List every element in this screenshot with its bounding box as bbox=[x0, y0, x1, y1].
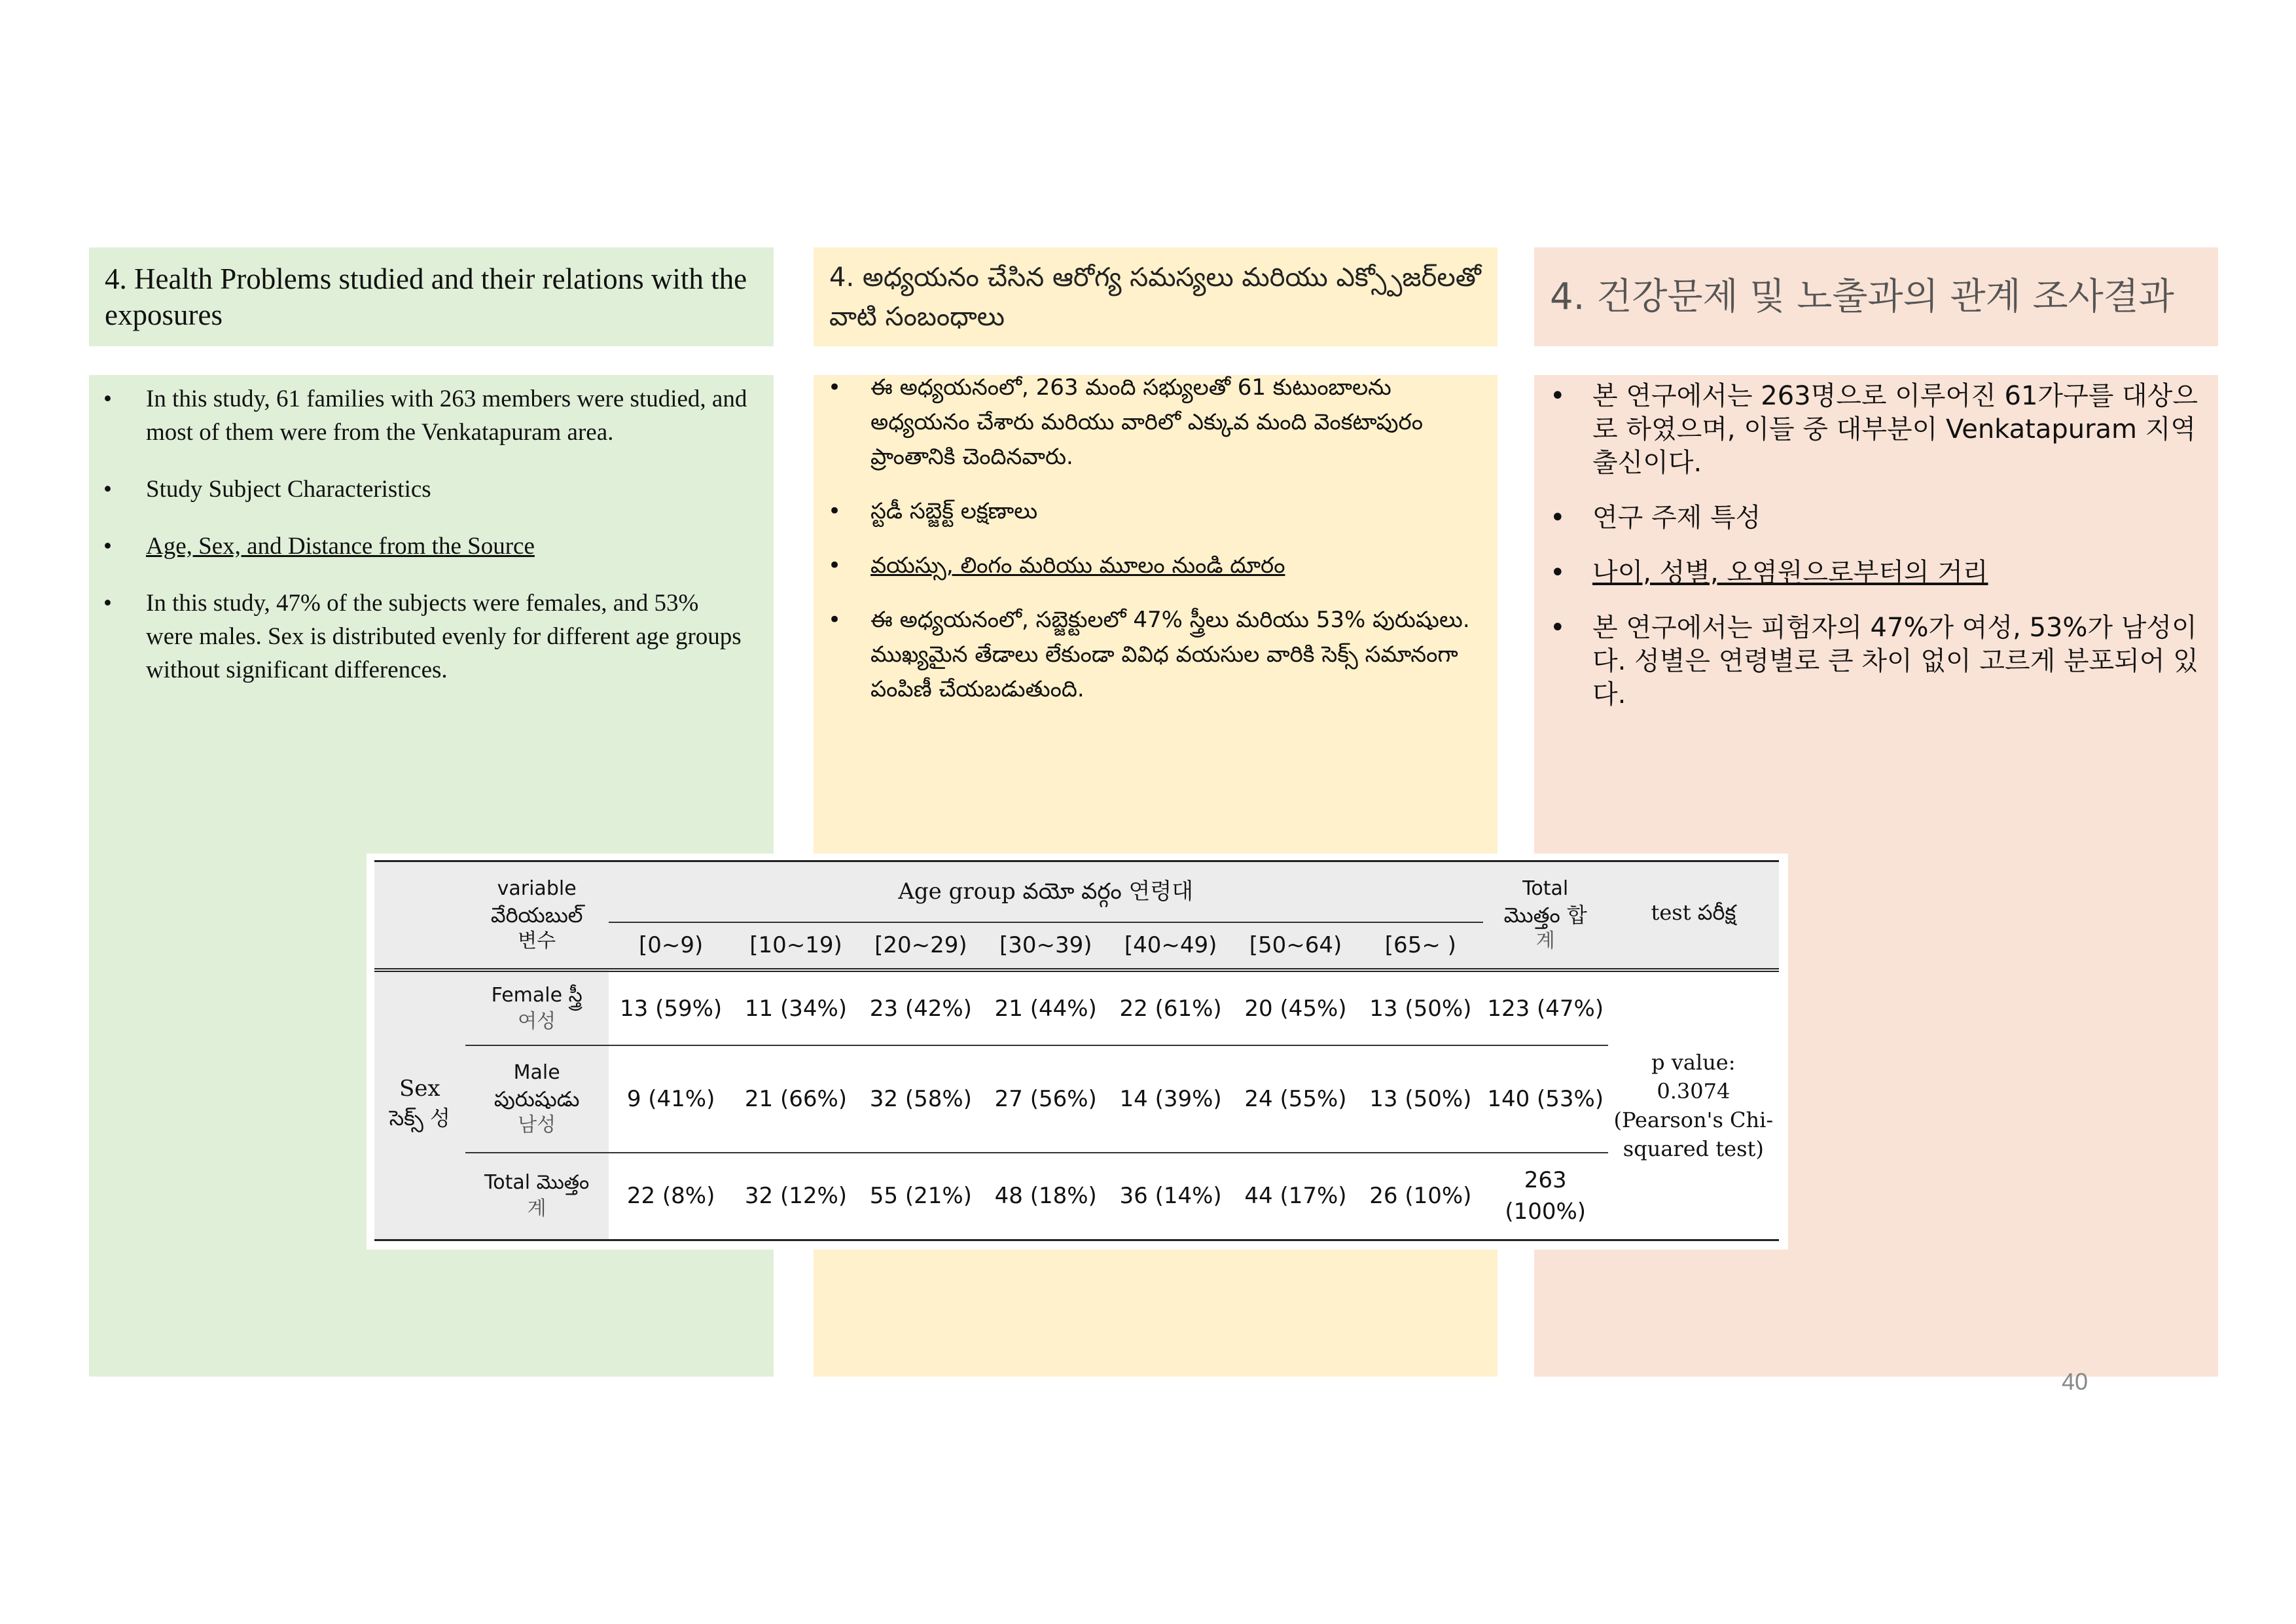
table-cell: 22 (61%) bbox=[1108, 970, 1233, 1046]
total-label-en-te: Total మొత్తం bbox=[484, 1171, 590, 1195]
male-label-te: పురుషుడు bbox=[493, 1087, 580, 1112]
list-item: • In this study, 47% of the subjects were females, and 53% were males. Sex is distributed evenly for different age groups without significant differences. bbox=[103, 586, 751, 687]
test-name-1: (Pearson's Chi- bbox=[1613, 1107, 1774, 1132]
table-cell: 20 (45%) bbox=[1233, 970, 1358, 1046]
sex-row-label bbox=[374, 970, 465, 1240]
total-label-ko: 계 bbox=[527, 1197, 547, 1221]
variable-header-ko: 변수 bbox=[518, 929, 556, 952]
test-name-2: squared test) bbox=[1623, 1136, 1764, 1161]
table-cell: 23 (42%) bbox=[858, 970, 983, 1046]
p-value: p value: 0.3074 bbox=[1651, 1049, 1736, 1104]
list-item bbox=[103, 530, 751, 563]
table-cell: 22 (8%) bbox=[609, 1153, 734, 1240]
list-item: • 본 연구에서는 피험자의 47%가 여성, 53%가 남성이다. 성별은 연령별로 큰 차이 없이 고르게 분포되어 있다. bbox=[1550, 611, 2204, 712]
table-cell: 13 (50%) bbox=[1358, 970, 1483, 1046]
underlined-subheading: వయస్సు, లింగం మరియు మూలం నుండి దూరం bbox=[870, 552, 1285, 579]
english-bullet-list bbox=[103, 382, 751, 710]
telugu-column-title bbox=[814, 247, 1498, 346]
female-label-ko: 여성 bbox=[518, 1009, 556, 1033]
list-item bbox=[1550, 556, 2204, 590]
page-number: 40 bbox=[2062, 1368, 2089, 1395]
sex-label-en: Sex bbox=[399, 1075, 440, 1102]
list-item: • ఈ అధ్యయనంలో, సబ్జెక్టులలో 47% స్త్రీలు మరియు 53% పురుషులు. ముఖ్యమైన తేడాలు లేకుండా వివిధ వయసుల వారికి సెక్స్ సమానంగా పంపిణీ చేయబడుతుంది. bbox=[828, 603, 1489, 707]
sex-label-te-ko: సెక్స్ 성 bbox=[389, 1105, 450, 1130]
korean-title-text: 4. 건강문제 및 노출과의 관계 조사결과 bbox=[1550, 275, 2174, 318]
table-cell: 32 (58%) bbox=[858, 1045, 983, 1152]
age-group-label: [20~29) bbox=[858, 922, 983, 970]
grand-total-cell bbox=[1483, 1153, 1608, 1240]
list-item: • 연구 주제 특성 bbox=[1550, 501, 2204, 535]
table-cell: 55 (21%) bbox=[858, 1153, 983, 1240]
male-row-label bbox=[465, 1045, 609, 1152]
grand-total-percent: (100%) bbox=[1505, 1199, 1587, 1225]
table-cell: 13 (59%) bbox=[609, 970, 734, 1046]
korean-bullet-list bbox=[1550, 380, 2204, 733]
table-cell: 21 (66%) bbox=[734, 1045, 859, 1152]
variable-header bbox=[465, 861, 609, 970]
korean-column-title bbox=[1534, 247, 2218, 346]
variable-header-en: variable bbox=[497, 876, 577, 900]
grand-total-count: 263 bbox=[1524, 1167, 1567, 1194]
female-row-label bbox=[465, 970, 609, 1046]
telugu-title-text: 4. అధ్యయనం చేసిన ఆరోగ్య సమస్యలు మరియు ఎక్స్పోజర్‌లతో వాటి సంబంధాలు bbox=[829, 262, 1481, 332]
age-group-label: [50~64) bbox=[1233, 922, 1358, 970]
total-header-en: Total bbox=[1522, 876, 1569, 900]
table-cell: 24 (55%) bbox=[1233, 1045, 1358, 1152]
table-row bbox=[374, 1045, 1779, 1152]
table-cell: 48 (18%) bbox=[983, 1153, 1108, 1240]
table-row bbox=[374, 970, 1779, 1046]
list-item: • In this study, 61 families with 263 members were studied, and most of them were from the Venkatapuram area. bbox=[103, 382, 751, 449]
underlined-subheading: 나이, 성별, 오염원으로부터의 거리 bbox=[1592, 558, 1988, 588]
table-header-row-1 bbox=[374, 861, 1779, 922]
male-label-ko: 남성 bbox=[518, 1113, 556, 1137]
total-header-ko: 계 bbox=[1535, 929, 1555, 952]
age-group-label: [40~49) bbox=[1108, 922, 1233, 970]
table-row bbox=[374, 1153, 1779, 1240]
list-item: • స్టడీ సబ్జెక్ట్ లక్షణాలు bbox=[828, 494, 1489, 529]
table-cell: 13 (50%) bbox=[1358, 1045, 1483, 1152]
total-header-te-ko: మొత్తం 합 bbox=[1503, 902, 1587, 928]
test-result bbox=[1608, 970, 1779, 1240]
age-group-label: [30~39) bbox=[983, 922, 1108, 970]
age-group-label: [0~9) bbox=[609, 922, 734, 970]
age-group-header: Age group వయో వర్గం 연령대 bbox=[609, 861, 1483, 922]
table-cell: 9 (41%) bbox=[609, 1045, 734, 1152]
table-cell: 26 (10%) bbox=[1358, 1153, 1483, 1240]
table-cell: 32 (12%) bbox=[734, 1153, 859, 1240]
table-cell: 44 (17%) bbox=[1233, 1153, 1358, 1240]
table-cell: 27 (56%) bbox=[983, 1045, 1108, 1152]
age-group-label: [10~19) bbox=[734, 922, 859, 970]
table-cell: 140 (53%) bbox=[1483, 1045, 1608, 1152]
total-header bbox=[1483, 861, 1608, 970]
table-cell: 36 (14%) bbox=[1108, 1153, 1233, 1240]
list-item bbox=[828, 549, 1489, 583]
list-item: • Study Subject Characteristics bbox=[103, 473, 751, 506]
age-group-label: [65~ ) bbox=[1358, 922, 1483, 970]
english-column-title bbox=[89, 247, 774, 346]
table-cell: 21 (44%) bbox=[983, 970, 1108, 1046]
telugu-bullet-list bbox=[828, 370, 1489, 727]
table-cell: 123 (47%) bbox=[1483, 970, 1608, 1046]
table-cell: 11 (34%) bbox=[734, 970, 859, 1046]
table-cell: 14 (39%) bbox=[1108, 1045, 1233, 1152]
test-header: test పరీక్ష bbox=[1608, 861, 1779, 970]
female-label-en-te: Female స్త్రీ bbox=[491, 983, 583, 1007]
list-item: • 본 연구에서는 263명으로 이루어진 61가구를 대상으로 하였으며, 이들 중 대부분이 Venkatapuram 지역 출신이다. bbox=[1550, 380, 2204, 480]
english-title-text: 4. Health Problems studied and their relations with the exposures bbox=[105, 262, 747, 331]
total-row-label bbox=[465, 1153, 609, 1240]
male-label-en: Male bbox=[513, 1061, 560, 1085]
variable-header-te: వేరియబుల్ bbox=[490, 902, 583, 928]
sex-by-age-table-panel bbox=[367, 854, 1788, 1250]
list-item: • ఈ అధ్యయనంలో, 263 మంది సభ్యులతో 61 కుటుంబాలను అధ్యయనం చేశారు మరియు వారిలో ఎక్కువ మంది వెంకటాపురం ప్రాంతానికి చెందినవారు. bbox=[828, 370, 1489, 475]
underlined-subheading: Age, Sex, and Distance from the Source bbox=[146, 533, 535, 560]
sex-by-age-table bbox=[374, 860, 1779, 1241]
